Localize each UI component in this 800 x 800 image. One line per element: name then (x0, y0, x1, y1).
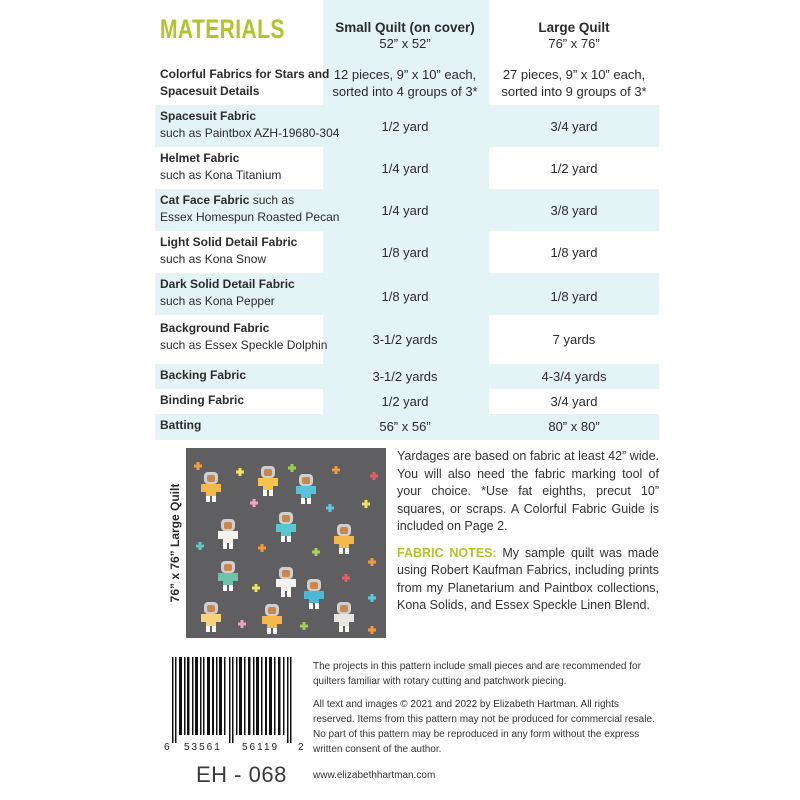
row-label: Binding Fabric (160, 393, 244, 407)
row-label: Spacesuit Fabric such as Paintbox AZH-19680-304 (160, 109, 340, 140)
row-large-value: 1/8 yard (550, 245, 598, 260)
small-quilt-size: 52” x 52” (379, 36, 431, 51)
materials-title: MATERIALS (160, 14, 285, 44)
materials-row-colorful (155, 62, 659, 102)
materials-row-backing (155, 364, 659, 389)
materials-row-light-solid (155, 231, 659, 273)
row-small-value: 1/2 yard (381, 119, 429, 134)
fabric-notes-heading: FABRIC NOTES: (397, 545, 497, 560)
row-large-value: 1/8 yard (550, 289, 598, 304)
row-large-value: 80” x 80” (548, 419, 600, 434)
row-label: Colorful Fabrics for Stars and Spacesuit Details (160, 67, 330, 98)
pattern-code: EH - 068 (196, 762, 287, 787)
row-large-value: 3/4 yard (550, 119, 598, 134)
row-large-value: 7 yards (552, 332, 596, 347)
quilt-image (186, 448, 386, 638)
barcode-digit-lead: 6 (164, 742, 170, 753)
row-label: Background Fabric such as Essex Speckle Dolphin (160, 321, 328, 352)
row-small-value: 3-1/2 yards (372, 332, 438, 347)
fabric-notes-paragraph (397, 545, 659, 615)
row-small-value: 12 pieces, 9” x 10” each, sorted into 4 groups of 3* (332, 67, 478, 99)
website-link[interactable]: www.elizabethhartman.com (313, 770, 436, 781)
row-large-value: 4-3/4 yards (541, 369, 607, 384)
row-large-value: 3/4 yard (550, 394, 598, 409)
materials-row-batting (155, 414, 659, 440)
skill-note: The projects in this pattern include small pieces and are recommended for quilters familiar with rotary cutting and patchwork piecing. (313, 661, 641, 687)
materials-row-cat-face (155, 189, 659, 231)
materials-row-spacesuit (155, 105, 659, 147)
row-label: Backing Fabric (160, 368, 247, 382)
barcode-bars (172, 657, 298, 743)
row-label: Light Solid Detail Fabric such as Kona Snow (160, 235, 298, 266)
materials-row-binding (155, 389, 659, 414)
row-small-value: 56” x 56” (379, 419, 431, 434)
materials-row-helmet (155, 147, 659, 189)
row-large-value: 27 pieces, 9” x 10” each, sorted into 9 groups of 3* (501, 67, 647, 99)
row-label: Batting (160, 418, 202, 432)
row-large-value: 3/8 yard (550, 203, 598, 218)
row-large-value: 1/2 yard (550, 161, 598, 176)
large-quilt-title: Large Quilt (538, 20, 610, 35)
row-label: Cat Face Fabric such as Essex Homespun Roasted Pecan (160, 193, 340, 224)
quilt-size-label: 76” x 76” Large Quilt (168, 483, 182, 603)
yardage-note: Yardages are based on fabric at least 42” wide. You will also need the fabric marking tool of your choice. *Use fat eighths, precut 10” squares, or scraps. A Colorful Fabric Guide is included on Page 2. (397, 449, 659, 533)
copyright-notice: All text and images © 2021 and 2022 by Elizabeth Hartman. All rights reserved. Items from this pattern may not be produced for commercial resale. No part of this pattern may be reproduced in any form without the express written consent of the author. (313, 699, 655, 755)
large-quilt-header (489, 20, 659, 52)
fabric-notes (397, 448, 659, 624)
row-small-value: 1/8 yard (381, 245, 429, 260)
barcode (164, 657, 304, 765)
quilt-illustration (186, 448, 386, 638)
materials-row-background (155, 315, 659, 362)
fabric-notes-text: My sample quilt was made using Robert Kaufman Fabrics, including prints from my Planetarium and Paintbox collections, Kona Solids, and Essex Speckle Linen Blend. (397, 545, 659, 612)
small-quilt-title: Small Quilt (on cover) (335, 20, 475, 35)
row-small-value: 1/8 yard (381, 289, 429, 304)
small-quilt-header (320, 20, 490, 52)
row-small-value: 1/4 yard (381, 203, 429, 218)
barcode-digit-check: 2 (298, 742, 304, 753)
large-quilt-size: 76” x 76” (548, 36, 600, 51)
materials-row-dark-solid (155, 273, 659, 315)
row-small-value: 3-1/2 yards (372, 369, 438, 384)
row-small-value: 1/4 yard (381, 161, 429, 176)
barcode-digits-left: 53561 (184, 742, 222, 753)
barcode-digits-right: 56119 (242, 742, 280, 753)
row-label: Dark Solid Detail Fabric such as Kona Pepper (160, 277, 295, 308)
row-label: Helmet Fabric such as Kona Titanium (160, 151, 282, 182)
row-small-value: 1/2 yard (381, 394, 429, 409)
quilt-preview (164, 448, 386, 638)
